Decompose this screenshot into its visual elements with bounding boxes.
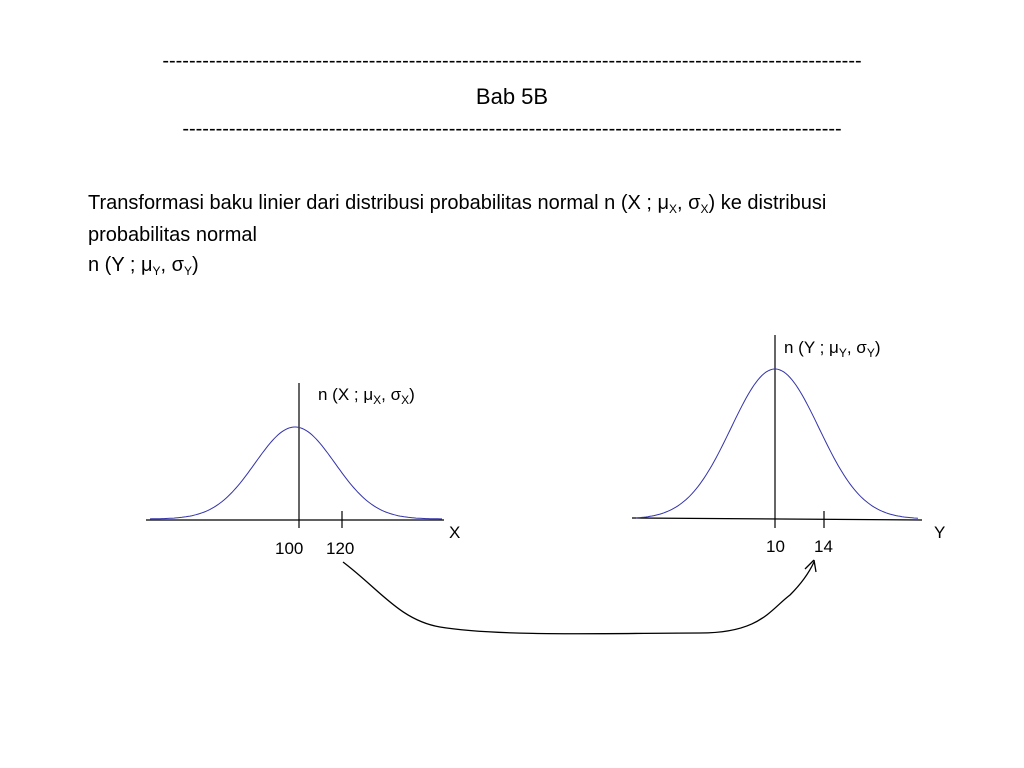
- left-normal-curve: [150, 427, 442, 519]
- left-curve-label: n (X ; $\mu_X$, $\sigma_X$): [318, 385, 415, 407]
- description-line-1: Transformasi baku linier dari distribusi probabilitas normal n (X ; $\mu_X$, $\sigma_X$) ke distribusi: [88, 192, 827, 216]
- right-normal-curve: [636, 369, 918, 518]
- description-line-2: probabilitas normal: [88, 224, 257, 246]
- right-curve-label: n (Y ; $\mu_Y$, $\sigma_Y$): [784, 338, 881, 360]
- page-title: Bab 5B: [475, 84, 549, 109]
- right-tick-label-mean: 10: [766, 537, 785, 556]
- description-line-3: n (Y ; $\mu_Y$, $\sigma_Y$): [88, 254, 199, 278]
- right-tick-label-value: 14: [814, 537, 833, 556]
- arrow-head-icon: [805, 560, 816, 572]
- transformation-arrow: [343, 562, 814, 634]
- top-dash-line: ---------------------------------------------------------------------------------------------------------: [162, 50, 862, 72]
- left-tick-label-mean: 100: [275, 539, 304, 558]
- right-axis-label: Y: [934, 523, 946, 542]
- left-tick-label-value: 120: [326, 539, 355, 558]
- right-y-axis: [632, 518, 922, 520]
- bottom-dash-line: ---------------------------------------------------------------------------------------------------: [182, 118, 842, 140]
- left-axis-label: X: [449, 523, 461, 542]
